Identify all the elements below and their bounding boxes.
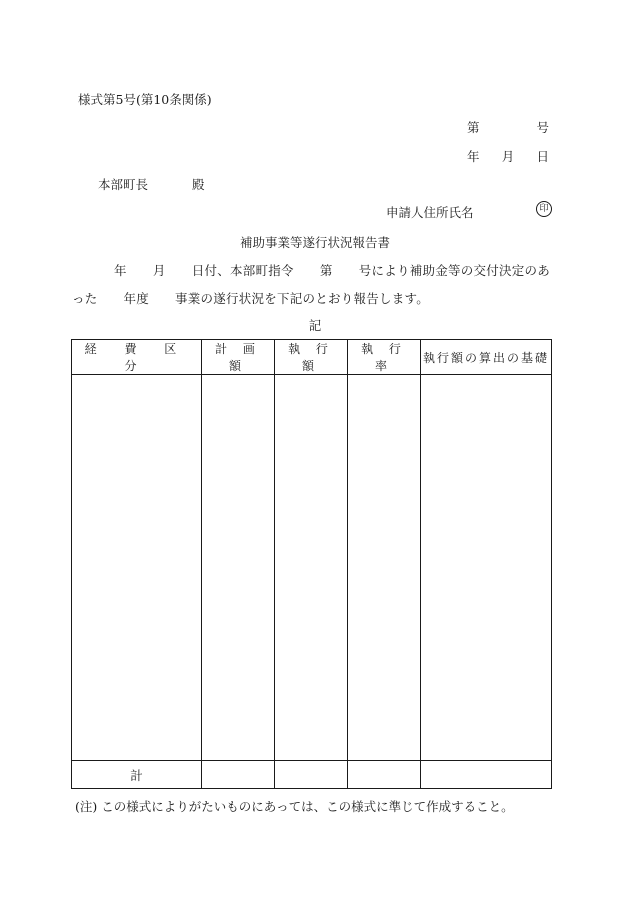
header-execution-rate: 執 行 率 [348, 340, 421, 375]
cell-planned-amount[interactable] [202, 375, 275, 761]
date-month: 月 [501, 149, 515, 164]
doc-number-suffix: 号 [536, 120, 549, 135]
report-table [71, 339, 552, 789]
applicant-label: 申請人住所氏名 [386, 205, 474, 220]
date-day: 日 [536, 149, 549, 164]
footnote: (注) この様式によりがたいものにあっては、この様式に準じて作成すること。 [75, 799, 514, 814]
cell-calculation-basis[interactable] [421, 375, 552, 761]
addressee-honorific: 殿 [192, 177, 205, 192]
addressee [98, 175, 205, 193]
body-number-prefix: 第 [319, 263, 333, 278]
body-month: 月 [152, 263, 166, 278]
table-body-row [72, 375, 552, 761]
total-executed-amount[interactable] [275, 761, 348, 789]
body-line-1-end: 号により補助金等の交付決定のあ [358, 263, 550, 278]
header-planned-amount: 計 画 額 [202, 340, 275, 375]
addressee-name: 本部町長 [98, 177, 149, 192]
cell-execution-rate[interactable] [348, 375, 421, 761]
ki-heading: 記 [308, 318, 322, 333]
table-total-row [72, 761, 552, 789]
document-date [467, 147, 549, 165]
total-calculation-basis[interactable] [421, 761, 552, 789]
header-calculation-basis: 執行額の算出の基礎 [421, 340, 552, 375]
body-line-2-end: 事業の遂行状況を下記のとおり報告します。 [175, 291, 430, 306]
total-planned-amount[interactable] [202, 761, 275, 789]
table-header-row [72, 340, 552, 375]
seal-mark: 印 [536, 201, 552, 217]
form-number: 様式第5号(第10条関係) [78, 92, 212, 107]
header-executed-amount: 執 行 額 [275, 340, 348, 375]
cell-executed-amount[interactable] [275, 375, 348, 761]
body-fiscal-year: 年度 [123, 291, 150, 306]
header-expense-category: 経 費 区 分 [72, 340, 202, 375]
body-line-1 [78, 261, 550, 279]
date-year: 年 [467, 149, 480, 164]
total-label: 計 [72, 761, 202, 789]
body-line-2 [72, 289, 429, 307]
body-line-2-start: った [72, 291, 98, 306]
total-execution-rate[interactable] [348, 761, 421, 789]
body-day-directive: 日付、本部町指令 [191, 263, 294, 278]
document-number [467, 118, 549, 136]
body-year: 年 [114, 263, 127, 278]
document-title: 補助事業等遂行状況報告書 [239, 235, 390, 250]
doc-number-prefix: 第 [467, 120, 480, 135]
cell-expense-category[interactable] [72, 375, 202, 761]
